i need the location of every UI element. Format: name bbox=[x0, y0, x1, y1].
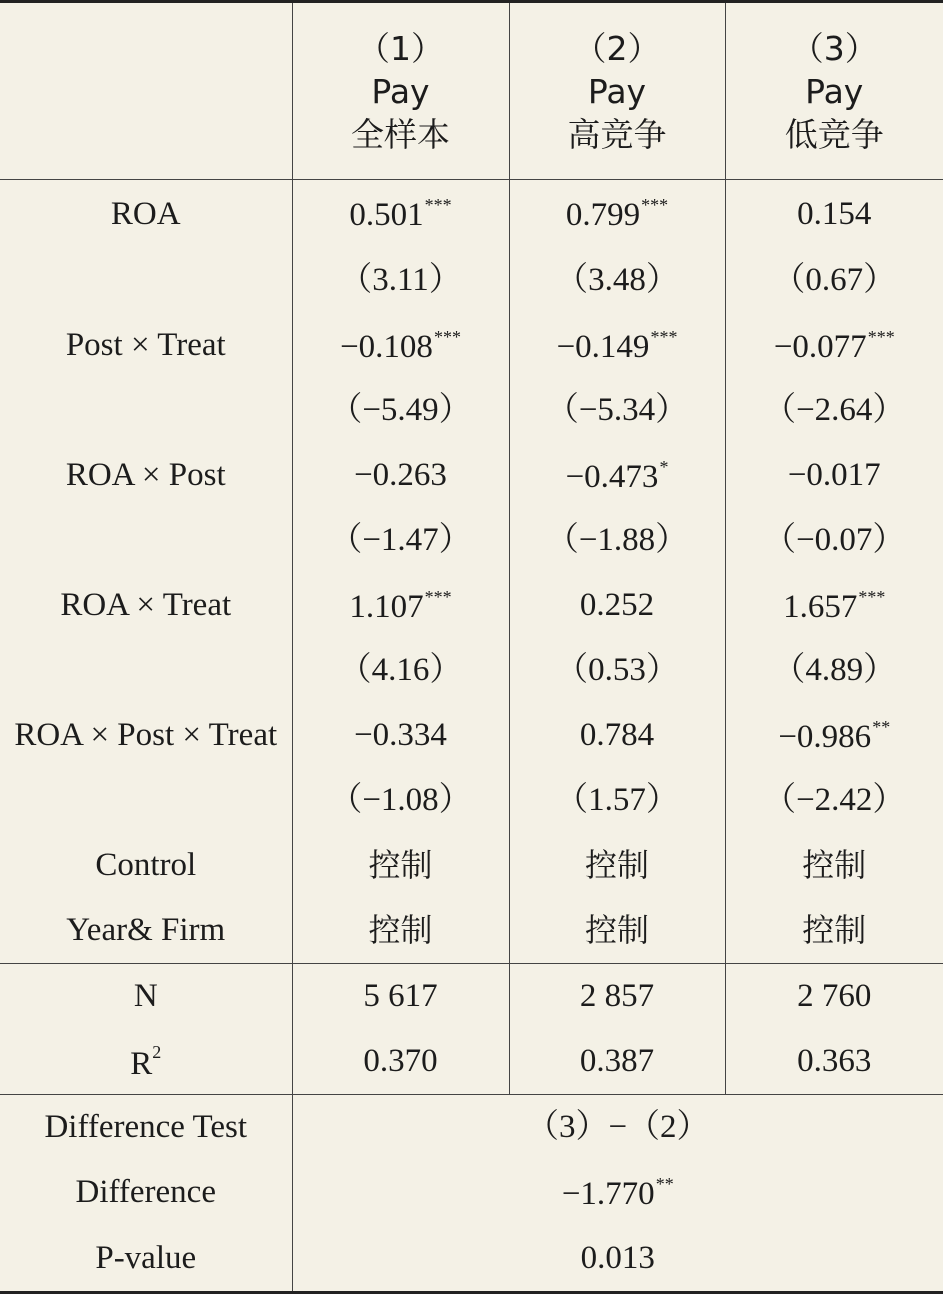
difference-value: −1.770 bbox=[562, 1176, 655, 1212]
cell-2 bbox=[509, 443, 725, 508]
cell-3 bbox=[725, 573, 943, 638]
coef-row bbox=[0, 313, 943, 378]
cell-2 bbox=[509, 313, 725, 378]
cell-3 bbox=[725, 378, 943, 443]
col-number: （2） bbox=[510, 27, 725, 70]
difference-row bbox=[0, 1160, 943, 1225]
row-label: Control bbox=[0, 833, 292, 898]
cell-1 bbox=[292, 248, 509, 313]
cell-value: −0.986 bbox=[778, 719, 871, 755]
row-label: Year& Firm bbox=[0, 898, 292, 964]
cell-value: 0.799 bbox=[566, 197, 640, 233]
cell-value: 2 857 bbox=[509, 964, 725, 1030]
coef-row bbox=[0, 898, 943, 964]
row-label bbox=[0, 378, 292, 443]
cell-1 bbox=[292, 508, 509, 573]
significance-stars: ** bbox=[872, 717, 890, 737]
pvalue-row bbox=[0, 1225, 943, 1293]
cell-2 bbox=[509, 833, 725, 898]
row-label bbox=[0, 638, 292, 703]
cell-3 bbox=[725, 898, 943, 964]
cell-1 bbox=[292, 443, 509, 508]
header-col-2 bbox=[509, 2, 725, 180]
cell-value: 控制 bbox=[585, 911, 649, 949]
cell-value: （−2.64） bbox=[763, 392, 905, 428]
cell-3 bbox=[725, 508, 943, 573]
cell-value: 1.657 bbox=[783, 589, 857, 625]
pvalue-value: 0.013 bbox=[292, 1225, 943, 1293]
col-sample: 低竞争 bbox=[726, 113, 943, 156]
difference-test-value: （3）−（2） bbox=[292, 1095, 943, 1161]
cell-3 bbox=[725, 180, 943, 249]
cell-value: 0.370 bbox=[292, 1029, 509, 1095]
col-sample: 高竞争 bbox=[510, 113, 725, 156]
coef-row bbox=[0, 443, 943, 508]
cell-value: （4.89） bbox=[772, 652, 896, 688]
significance-stars: *** bbox=[641, 195, 668, 215]
significance-stars: *** bbox=[650, 327, 677, 347]
cell-2 bbox=[509, 898, 725, 964]
tstat-row bbox=[0, 768, 943, 833]
tstat-row bbox=[0, 378, 943, 443]
cell-value: −0.149 bbox=[557, 329, 650, 365]
header-empty-cell bbox=[0, 2, 292, 180]
row-label: P-value bbox=[0, 1225, 292, 1293]
cell-1 bbox=[292, 378, 509, 443]
cell-3 bbox=[725, 443, 943, 508]
cell-value: （1.57） bbox=[555, 782, 679, 818]
significance-stars: *** bbox=[434, 327, 461, 347]
coef-row bbox=[0, 180, 943, 249]
col-number: （1） bbox=[293, 27, 509, 70]
cell-value: （−1.88） bbox=[546, 522, 688, 558]
cell-3 bbox=[725, 703, 943, 768]
row-label: Difference bbox=[0, 1160, 292, 1225]
significance-stars: ** bbox=[656, 1174, 674, 1194]
coef-row bbox=[0, 573, 943, 638]
significance-stars: *** bbox=[425, 587, 452, 607]
cell-3 bbox=[725, 768, 943, 833]
cell-value: （−1.47） bbox=[329, 522, 471, 558]
significance-stars: *** bbox=[868, 327, 895, 347]
header-row bbox=[0, 2, 943, 180]
cell-value: −0.473 bbox=[566, 459, 659, 495]
cell-3 bbox=[725, 248, 943, 313]
row-label: Post × Treat bbox=[0, 313, 292, 378]
r2-superscript: 2 bbox=[152, 1042, 161, 1062]
r2-label: R bbox=[130, 1046, 152, 1082]
cell-3 bbox=[725, 638, 943, 703]
cell-1 bbox=[292, 180, 509, 249]
cell-value: 0.363 bbox=[725, 1029, 943, 1095]
coefficient-rows bbox=[0, 180, 943, 964]
cell-value: （3.11） bbox=[339, 262, 462, 298]
significance-stars: *** bbox=[425, 195, 452, 215]
stat-row-r2 bbox=[0, 1029, 943, 1095]
cell-2 bbox=[509, 248, 725, 313]
row-label: ROA × Post bbox=[0, 443, 292, 508]
cell-value: 0.501 bbox=[349, 197, 423, 233]
cell-2 bbox=[509, 180, 725, 249]
cell-1 bbox=[292, 898, 509, 964]
cell-1 bbox=[292, 768, 509, 833]
cell-2 bbox=[509, 508, 725, 573]
significance-stars: *** bbox=[858, 587, 885, 607]
cell-value: （−5.34） bbox=[546, 392, 688, 428]
cell-1 bbox=[292, 313, 509, 378]
tstat-row bbox=[0, 248, 943, 313]
cell-value: 0.252 bbox=[580, 587, 654, 623]
col-dependent-var: Pay bbox=[293, 70, 509, 113]
cell-value: −0.334 bbox=[354, 717, 447, 753]
row-label bbox=[0, 248, 292, 313]
tstat-row bbox=[0, 508, 943, 573]
cell-2 bbox=[509, 703, 725, 768]
col-dependent-var: Pay bbox=[510, 70, 725, 113]
cell-value: 控制 bbox=[802, 846, 866, 884]
row-label bbox=[0, 508, 292, 573]
col-sample: 全样本 bbox=[293, 113, 509, 156]
row-label: N bbox=[0, 964, 292, 1030]
difference-test-row bbox=[0, 1095, 943, 1161]
row-label: ROA × Treat bbox=[0, 573, 292, 638]
cell-3 bbox=[725, 313, 943, 378]
row-label bbox=[0, 768, 292, 833]
significance-stars: * bbox=[659, 457, 668, 477]
cell-value: 2 760 bbox=[725, 964, 943, 1030]
cell-value: −0.077 bbox=[774, 329, 867, 365]
cell-value: 控制 bbox=[585, 846, 649, 884]
cell-2 bbox=[509, 378, 725, 443]
row-label: Difference Test bbox=[0, 1095, 292, 1161]
cell-value: −0.017 bbox=[788, 457, 881, 493]
cell-value: 控制 bbox=[802, 911, 866, 949]
cell-3 bbox=[725, 833, 943, 898]
col-number: （3） bbox=[726, 27, 943, 70]
cell-value: （−5.49） bbox=[329, 392, 471, 428]
tstat-row bbox=[0, 638, 943, 703]
cell-value: （−2.42） bbox=[763, 782, 905, 818]
cell-1 bbox=[292, 703, 509, 768]
header-col-3 bbox=[725, 2, 943, 180]
cell-value: −0.108 bbox=[340, 329, 433, 365]
stat-row-n bbox=[0, 964, 943, 1030]
cell-value: 控制 bbox=[368, 846, 432, 884]
cell-2 bbox=[509, 638, 725, 703]
row-label bbox=[0, 1029, 292, 1095]
cell-value: 0.387 bbox=[509, 1029, 725, 1095]
cell-value: 1.107 bbox=[349, 589, 423, 625]
cell-value: 5 617 bbox=[292, 964, 509, 1030]
cell-value: 控制 bbox=[368, 911, 432, 949]
cell-value: （0.67） bbox=[772, 262, 896, 298]
cell-1 bbox=[292, 573, 509, 638]
cell-value: （3.48） bbox=[555, 262, 679, 298]
cell-value: （0.53） bbox=[555, 652, 679, 688]
col-dependent-var: Pay bbox=[726, 70, 943, 113]
coef-row bbox=[0, 703, 943, 768]
cell-value: 0.784 bbox=[580, 717, 654, 753]
cell-value: （4.16） bbox=[339, 652, 463, 688]
cell-1 bbox=[292, 638, 509, 703]
header-col-1 bbox=[292, 2, 509, 180]
cell-value: （−0.07） bbox=[763, 522, 905, 558]
cell-2 bbox=[509, 573, 725, 638]
row-label: ROA × Post × Treat bbox=[0, 703, 292, 768]
cell-value: −0.263 bbox=[354, 457, 447, 493]
row-label: ROA bbox=[0, 180, 292, 249]
cell-2 bbox=[509, 768, 725, 833]
cell-value: 0.154 bbox=[797, 196, 871, 232]
difference-value-cell bbox=[292, 1160, 943, 1225]
cell-1 bbox=[292, 833, 509, 898]
coef-row bbox=[0, 833, 943, 898]
cell-value: （−1.08） bbox=[329, 782, 471, 818]
